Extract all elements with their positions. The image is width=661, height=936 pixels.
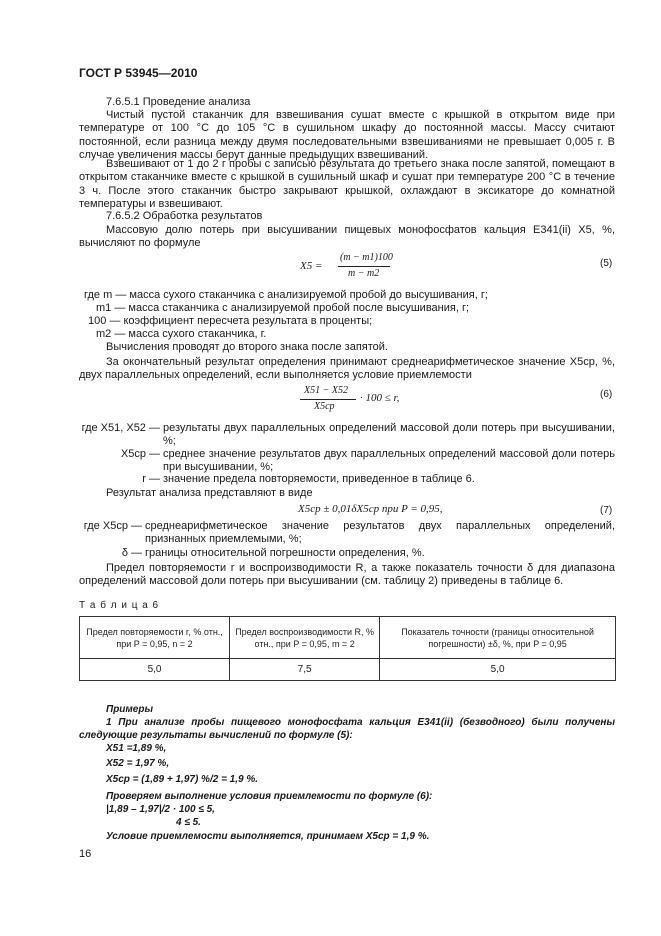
where-item-100 <box>88 315 372 328</box>
paragraph-closing: Предел повторяемости r и воспроизводимости R, а также показатель точности δ для диапазона определений массовой доли потерь при высушивании (см. таблицу 2) приведены в таблице 6. <box>79 562 615 588</box>
document-header: ГОСТ Р 53945—2010 <box>79 66 198 80</box>
example-check-line-2: 4 ≤ 5. <box>176 817 201 828</box>
example-conclusion: Условие приемлемости выполняется, принимаем X5ср = 1,9 %. <box>106 831 430 842</box>
table-header-row <box>80 617 616 659</box>
where6-text-x5cp: среднее значение результатов двух параллельных определений массовой доли потерь при высушивании, %; <box>163 448 615 474</box>
formula-5-number: (5) <box>600 258 613 269</box>
table-header-cell: Предел повторяемости r, % отн., при P = 0,95, n = 2 <box>80 617 230 659</box>
where7-symbol-x5cp: где X5ср — <box>83 520 142 532</box>
formula-6-rest: · 100 ≤ r, <box>360 392 400 404</box>
where-text: коэффициент пересчета результата в проценты; <box>123 315 373 327</box>
where-text: масса сухого стаканчика, г. <box>128 328 267 340</box>
table-6 <box>79 616 616 681</box>
examples-title: Примеры <box>106 704 154 715</box>
paragraph-drying-cup: Чистый пустой стаканчик для взвешивания сушат вместе с крышкой в открытом виде при температуре от 100 °С до 105 °С в сушильном шкафу до постоянной массы. Массу считают постоянной, если разница между двумя последовательными взвешиваниями не превышает 0,005 г. В случае увеличения массы берут данные предыдущих взвешиваний. <box>79 109 615 162</box>
section-heading-7651: 7.6.5.1 Проведение анализа <box>106 96 251 108</box>
where-item-m <box>84 289 488 302</box>
present-result: Результат анализа представляют в виде <box>106 487 313 499</box>
table-cell: 5,0 <box>380 659 616 681</box>
where-symbol: m2 — <box>96 328 126 340</box>
formula-5-denominator: m − m2 <box>348 268 380 279</box>
where-symbol: 100 — <box>88 315 121 327</box>
where6-symbol-r: r — <box>142 473 160 485</box>
where6-symbol-x51: где X51, X52 — <box>81 422 160 434</box>
where7-symbol-delta: δ — <box>121 547 142 559</box>
example-x52: X52 = 1,97 %, <box>106 758 170 769</box>
where6-text-x51: результаты двух параллельных определений массовой доли потерь при высушивании, %; <box>163 422 615 448</box>
formula-6-numerator: X51 − X52 <box>304 385 348 396</box>
where-text: масса стаканчика с анализируемой пробой после высушивания, г; <box>128 302 470 314</box>
where7-text-x5cp: среднеарифметическое значение результатов двух параллельных определений, признанных приемлемыми, %; <box>145 520 615 546</box>
formula-5-fraction-bar <box>338 266 390 267</box>
formula-6-number: (6) <box>600 389 613 400</box>
example-x5cp: X5ср = (1,89 + 1,97) %/2 = 1,9 %. <box>106 774 259 785</box>
paragraph-final-result: За окончательный результат определения принимают среднеарифметическое значение X5ср, %, двух параллельных определений, если выполняется условие приемлемости <box>79 356 615 382</box>
where-item-m2 <box>96 328 266 341</box>
formula-6-denominator: X5ср <box>314 401 335 412</box>
table-row <box>80 659 616 681</box>
where6-symbol-x5cp: X5ср — <box>120 448 160 460</box>
formula-6 <box>300 385 410 415</box>
where-symbol: где m — <box>84 289 127 301</box>
paragraph-formula-intro: Массовую долю потерь при высушивании пищевых монофосфатов кальция Е341(ii) X5, %, вычисляют по формуле <box>79 224 615 250</box>
where-text: масса сухого стаканчика с анализируемой пробой до высушивания, г; <box>129 289 488 301</box>
formula-7: X5ср ± 0,01δX5ср при P = 0,95, <box>298 503 443 515</box>
example-check: Проверяем выполнение условия приемлемости по формуле (6): <box>106 791 433 802</box>
paragraph-weighing: Взвешивают от 1 до 2 г пробы с записью результата до третьего знака после запятой, помещают в открытом стаканчике вместе с крышкой в сушильный шкаф и сушат при температуре 200 °С в течение 3 ч. После этого стаканчик быстро закрывают крышкой, охлаждают в эксикаторе до комнатной температуры и взвешивают. <box>79 158 615 211</box>
formula-7-number: (7) <box>600 505 613 516</box>
where-item-m1 <box>96 302 469 315</box>
section-heading-7652: 7.6.5.2 Обработка результатов <box>106 210 263 222</box>
example-x51: X51 =1,89 %, <box>106 743 167 754</box>
where6-text-r: значение предела повторяемости, приведенное в таблице 6. <box>163 473 475 485</box>
formula-6-fraction-bar <box>300 399 356 400</box>
table-cell: 7,5 <box>230 659 380 681</box>
table-header-cell: Предел воспроизводимости R, % отн., при P = 0,95, m = 2 <box>230 617 380 659</box>
where-symbol: m1 — <box>96 302 126 314</box>
formula-5-lhs: X5 = <box>300 260 323 272</box>
example-intro: 1 При анализе пробы пищевого монофосфата кальция Е341(ii) (безводного) были получены следующие результаты вычислений по формуле (5): <box>79 717 615 741</box>
table-header-cell: Показатель точности (границы относительной погрешности) ±δ, %, при P = 0,95 <box>380 617 616 659</box>
page-number: 16 <box>79 848 92 860</box>
formula-5 <box>300 252 400 282</box>
calc-note: Вычисления проводят до второго знака после запятой. <box>106 341 388 353</box>
example-check-line-1: |1,89 – 1,97|/2 · 100 ≤ 5, <box>106 804 215 815</box>
where7-text-delta: границы относительной погрешности определения, %. <box>145 547 425 559</box>
formula-5-numerator: (m − m1)100 <box>340 252 393 263</box>
table-caption: Т а б л и ц а 6 <box>79 600 160 611</box>
table-cell: 5,0 <box>80 659 230 681</box>
